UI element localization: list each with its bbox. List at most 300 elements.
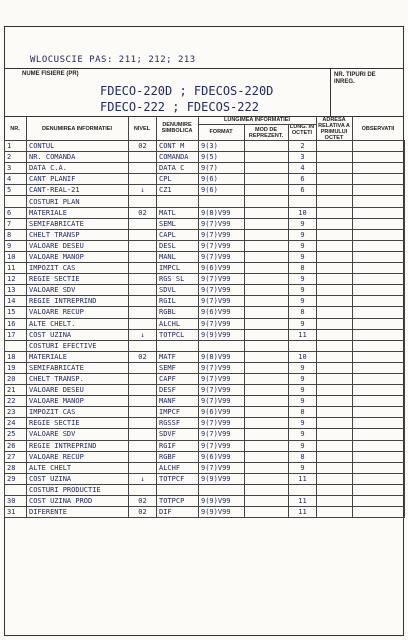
row-address: [317, 373, 353, 384]
row-mode: [245, 218, 289, 229]
row-bytes: 9: [289, 296, 317, 307]
row-address: [317, 462, 353, 473]
table-row: [5, 440, 405, 451]
row-address: [317, 318, 353, 329]
row-format: 9(9)V99: [199, 473, 245, 484]
row-mode: [245, 496, 289, 507]
row-level: [129, 429, 157, 440]
row-notes: [353, 251, 405, 262]
row-mode: [245, 473, 289, 484]
row-mode: [245, 240, 289, 251]
row-notes: [353, 496, 405, 507]
row-nr: 5: [5, 185, 27, 196]
row-level: [129, 396, 157, 407]
row-notes: [353, 484, 405, 495]
row-nr: 23: [5, 407, 27, 418]
row-level: [129, 229, 157, 240]
row-mode: [245, 451, 289, 462]
row-format: 9(7)V99: [199, 296, 245, 307]
row-mode: [245, 362, 289, 373]
row-mode: [245, 207, 289, 218]
row-nr: 11: [5, 263, 27, 274]
row-notes: [353, 229, 405, 240]
row-bytes: 3: [289, 152, 317, 163]
table-row: [5, 174, 405, 185]
row-address: [317, 385, 353, 396]
table-row: [5, 473, 405, 484]
row-bytes: 9: [289, 274, 317, 285]
row-nr: 15: [5, 307, 27, 318]
row-mode: [245, 141, 289, 152]
row-nr: 6: [5, 207, 27, 218]
row-mode: [245, 296, 289, 307]
row-mode: [245, 163, 289, 174]
row-notes: [353, 263, 405, 274]
table-row: [5, 141, 405, 152]
row-name: VALOARE RECUP: [27, 451, 129, 462]
row-symbolic: IMPCL: [157, 263, 199, 274]
table-row: [5, 340, 405, 351]
row-notes: [353, 385, 405, 396]
col-notes: OBSERVATII: [361, 126, 395, 132]
row-symbolic: CZ1: [157, 185, 199, 196]
row-format: 9(8)V99: [199, 207, 245, 218]
row-nr: 16: [5, 318, 27, 329]
row-name: DATA C.A.: [27, 163, 129, 174]
row-mode: [245, 318, 289, 329]
row-level: [129, 163, 157, 174]
row-bytes: 9: [289, 429, 317, 440]
row-level: [129, 440, 157, 451]
row-notes: [353, 418, 405, 429]
row-address: [317, 484, 353, 495]
table-row: [5, 263, 405, 274]
row-address: [317, 473, 353, 484]
row-nr: 17: [5, 329, 27, 340]
row-address: [317, 429, 353, 440]
col-format: FORMAT: [209, 129, 233, 135]
row-level: [129, 373, 157, 384]
row-mode: [245, 307, 289, 318]
col-length-group: LUNGIMEA INFORMATIEI: [224, 117, 290, 123]
row-name: REGIE INTREPRIND: [27, 296, 129, 307]
row-level: ↓: [129, 185, 157, 196]
table-row: [5, 362, 405, 373]
col-symbolic: DENUMIRE SIMBOLICA: [161, 122, 193, 134]
row-format: 9(6)V99: [199, 407, 245, 418]
row-notes: [353, 218, 405, 229]
row-level: [129, 462, 157, 473]
row-name: SEMIFABRICATE: [27, 218, 129, 229]
row-mode: [245, 418, 289, 429]
row-notes: [353, 185, 405, 196]
row-format: 9(7): [199, 163, 245, 174]
row-format: 9(7)V99: [199, 429, 245, 440]
row-name: VALOARE DESEU: [27, 385, 129, 396]
row-address: [317, 440, 353, 451]
row-bytes: 10: [289, 207, 317, 218]
row-address: [317, 307, 353, 318]
row-format: 9(7)V99: [199, 218, 245, 229]
row-mode: [245, 263, 289, 274]
row-format: 9(9)V99: [199, 329, 245, 340]
table-row: [5, 285, 405, 296]
row-format: 9(7)V99: [199, 362, 245, 373]
row-notes: [353, 174, 405, 185]
row-address: [317, 240, 353, 251]
row-notes: [353, 396, 405, 407]
row-nr: 14: [5, 296, 27, 307]
row-name: CONTUL: [27, 141, 129, 152]
row-address: [317, 451, 353, 462]
row-bytes: 10: [289, 351, 317, 362]
row-address: [317, 263, 353, 274]
row-level: [129, 285, 157, 296]
table-row: [5, 274, 405, 285]
row-mode: [245, 196, 289, 207]
row-format: 9(7)V99: [199, 229, 245, 240]
row-notes: [353, 274, 405, 285]
table-row: [5, 396, 405, 407]
row-format: 9(7)V99: [199, 418, 245, 429]
row-address: [317, 185, 353, 196]
row-level: [129, 340, 157, 351]
row-symbolic: CPL: [157, 174, 199, 185]
table-row: [5, 373, 405, 384]
section-line: WLOCUSCIE PAS: 211; 212; 213: [30, 55, 196, 65]
row-symbolic: TOTPCL: [157, 329, 199, 340]
row-symbolic: [157, 340, 199, 351]
table-row: [5, 329, 405, 340]
column-headers: [4, 116, 404, 140]
row-notes: [353, 196, 405, 207]
row-name: COSTURI EFECTIVE: [27, 340, 129, 351]
row-symbolic: DESL: [157, 240, 199, 251]
row-notes: [353, 429, 405, 440]
row-symbolic: MATF: [157, 351, 199, 362]
row-address: [317, 141, 353, 152]
row-symbolic: RGS SL: [157, 274, 199, 285]
row-level: 02: [129, 351, 157, 362]
row-level: ↓: [129, 329, 157, 340]
row-level: 02: [129, 141, 157, 152]
row-name: SEMIFABRICATE: [27, 362, 129, 373]
row-mode: [245, 340, 289, 351]
row-notes: [353, 407, 405, 418]
row-nr: 2: [5, 152, 27, 163]
row-bytes: 4: [289, 163, 317, 174]
row-nr: 18: [5, 351, 27, 362]
row-nr: 25: [5, 429, 27, 440]
row-name: CHELT TRANSP.: [27, 373, 129, 384]
row-nr: 13: [5, 285, 27, 296]
row-bytes: 9: [289, 318, 317, 329]
row-name: COST UZINA PROD: [27, 496, 129, 507]
row-mode: [245, 440, 289, 451]
table-row: [5, 196, 405, 207]
row-notes: [353, 296, 405, 307]
table-row: [5, 251, 405, 262]
row-bytes: 9: [289, 285, 317, 296]
row-symbolic: MATL: [157, 207, 199, 218]
row-notes: [353, 362, 405, 373]
row-bytes: 9: [289, 229, 317, 240]
row-address: [317, 496, 353, 507]
divider: [4, 68, 404, 69]
row-symbolic: DESF: [157, 385, 199, 396]
row-format: 9(5): [199, 152, 245, 163]
row-address: [317, 229, 353, 240]
row-nr: 31: [5, 507, 27, 518]
row-format: [199, 196, 245, 207]
row-symbolic: RGIL: [157, 296, 199, 307]
row-notes: [353, 240, 405, 251]
table-row: [5, 163, 405, 174]
row-name: CANT PLANIF: [27, 174, 129, 185]
row-nr: 22: [5, 396, 27, 407]
row-name: COSTURI PRODUCTIE: [27, 484, 129, 495]
row-notes: [353, 340, 405, 351]
row-name: REGIE INTREPRIND: [27, 440, 129, 451]
row-address: [317, 407, 353, 418]
row-mode: [245, 396, 289, 407]
row-symbolic: TOTPCP: [157, 496, 199, 507]
row-symbolic: IMPCF: [157, 407, 199, 418]
row-level: [129, 196, 157, 207]
row-format: 9(3): [199, 141, 245, 152]
row-symbolic: RGBF: [157, 451, 199, 462]
row-mode: [245, 274, 289, 285]
table-row: [5, 185, 405, 196]
table-row: [5, 207, 405, 218]
col-nr: NR.: [10, 126, 20, 132]
row-symbolic: [157, 484, 199, 495]
row-symbolic: MANL: [157, 251, 199, 262]
row-mode: [245, 329, 289, 340]
table-row: [5, 496, 405, 507]
row-mode: [245, 507, 289, 518]
row-name: NR. COMANDA: [27, 152, 129, 163]
row-symbolic: DATA C: [157, 163, 199, 174]
row-mode: [245, 407, 289, 418]
row-bytes: 9: [289, 251, 317, 262]
row-address: [317, 340, 353, 351]
row-format: 9(7)V99: [199, 251, 245, 262]
row-nr: 29: [5, 473, 27, 484]
row-symbolic: CONT M: [157, 141, 199, 152]
row-format: 9(7)V99: [199, 274, 245, 285]
row-level: [129, 174, 157, 185]
row-level: [129, 274, 157, 285]
table-row: [5, 462, 405, 473]
row-bytes: 9: [289, 440, 317, 451]
row-nr: 30: [5, 496, 27, 507]
row-nr: 28: [5, 462, 27, 473]
row-format: 9(7)V99: [199, 285, 245, 296]
row-name: COST UZINA: [27, 473, 129, 484]
row-nr: 26: [5, 440, 27, 451]
row-name: DIFERENTE: [27, 507, 129, 518]
row-nr: 10: [5, 251, 27, 262]
row-level: [129, 385, 157, 396]
row-mode: [245, 152, 289, 163]
col-name: DENUMIREA INFORMATIEI: [42, 126, 112, 132]
row-symbolic: ALCHL: [157, 318, 199, 329]
row-level: [129, 318, 157, 329]
row-name: CANT-REAL-21: [27, 185, 129, 196]
row-format: [199, 340, 245, 351]
fields-table: [4, 140, 405, 518]
row-mode: [245, 229, 289, 240]
row-notes: [353, 373, 405, 384]
row-bytes: [289, 484, 317, 495]
row-format: 9(7)V99: [199, 385, 245, 396]
row-address: [317, 174, 353, 185]
row-format: 9(6): [199, 174, 245, 185]
table-row: [5, 429, 405, 440]
row-address: [317, 362, 353, 373]
row-mode: [245, 385, 289, 396]
row-address: [317, 163, 353, 174]
row-bytes: 8: [289, 307, 317, 318]
row-address: [317, 329, 353, 340]
row-level: ↓: [129, 473, 157, 484]
row-nr: 4: [5, 174, 27, 185]
table-row: [5, 218, 405, 229]
row-nr: 7: [5, 218, 27, 229]
row-nr: [5, 196, 27, 207]
row-name: VALOARE DESEU: [27, 240, 129, 251]
divider: [330, 68, 331, 116]
row-bytes: 9: [289, 240, 317, 251]
row-name: VALOARE MANOP: [27, 251, 129, 262]
row-notes: [353, 285, 405, 296]
row-bytes: 11: [289, 496, 317, 507]
row-nr: 8: [5, 229, 27, 240]
row-notes: [353, 507, 405, 518]
row-symbolic: CAPL: [157, 229, 199, 240]
row-bytes: 6: [289, 185, 317, 196]
row-notes: [353, 163, 405, 174]
row-format: 9(7)V99: [199, 396, 245, 407]
row-nr: 27: [5, 451, 27, 462]
row-notes: [353, 152, 405, 163]
row-bytes: 9: [289, 373, 317, 384]
row-format: 9(6)V99: [199, 307, 245, 318]
table-row: [5, 407, 405, 418]
row-format: 9(7)V99: [199, 318, 245, 329]
row-notes: [353, 462, 405, 473]
row-level: [129, 240, 157, 251]
row-bytes: 9: [289, 218, 317, 229]
row-format: 9(7)V99: [199, 373, 245, 384]
row-format: 9(9)V99: [199, 507, 245, 518]
row-symbolic: CAPF: [157, 373, 199, 384]
row-format: 9(9)V99: [199, 496, 245, 507]
row-level: [129, 418, 157, 429]
row-symbolic: ALCHF: [157, 462, 199, 473]
row-bytes: 2: [289, 141, 317, 152]
record-types-label: NR. TIPURI DE INREG.: [334, 72, 376, 85]
table-row: [5, 318, 405, 329]
row-name: MATERIALE: [27, 207, 129, 218]
row-name: IMPOZIT CAS: [27, 407, 129, 418]
row-level: [129, 251, 157, 262]
row-address: [317, 396, 353, 407]
row-format: 9(7)V99: [199, 462, 245, 473]
row-mode: [245, 484, 289, 495]
row-name: VALOARE SDV: [27, 285, 129, 296]
row-nr: 19: [5, 362, 27, 373]
row-level: [129, 296, 157, 307]
row-symbolic: SEML: [157, 218, 199, 229]
row-level: 02: [129, 507, 157, 518]
row-bytes: 9: [289, 462, 317, 473]
row-symbolic: TOTPCF: [157, 473, 199, 484]
row-notes: [353, 307, 405, 318]
table-row: [5, 484, 405, 495]
files-line-2: FDECO-222 ; FDECOS-222: [100, 100, 259, 114]
row-address: [317, 251, 353, 262]
row-level: [129, 407, 157, 418]
row-notes: [353, 318, 405, 329]
row-symbolic: RGIF: [157, 440, 199, 451]
row-format: 9(6)V99: [199, 451, 245, 462]
row-notes: [353, 473, 405, 484]
row-address: [317, 218, 353, 229]
row-format: 9(6): [199, 185, 245, 196]
row-level: 02: [129, 496, 157, 507]
row-format: 9(8)V99: [199, 351, 245, 362]
row-mode: [245, 429, 289, 440]
row-address: [317, 507, 353, 518]
row-name: VALOARE MANOP: [27, 396, 129, 407]
row-bytes: 8: [289, 451, 317, 462]
row-level: [129, 451, 157, 462]
row-nr: [5, 340, 27, 351]
row-level: [129, 307, 157, 318]
row-nr: 21: [5, 385, 27, 396]
row-symbolic: SDVL: [157, 285, 199, 296]
row-mode: [245, 373, 289, 384]
row-level: [129, 362, 157, 373]
row-format: 9(7)V99: [199, 440, 245, 451]
row-notes: [353, 329, 405, 340]
files-label: NUME FISIERE (PR): [22, 71, 79, 77]
table-row: [5, 240, 405, 251]
row-name: IMPOZIT CAS: [27, 263, 129, 274]
row-symbolic: DIF: [157, 507, 199, 518]
row-symbolic: [157, 196, 199, 207]
row-mode: [245, 185, 289, 196]
row-mode: [245, 174, 289, 185]
row-nr: 9: [5, 240, 27, 251]
row-name: REGIE SECTIE: [27, 418, 129, 429]
row-bytes: 11: [289, 507, 317, 518]
row-level: [129, 484, 157, 495]
row-nr: 24: [5, 418, 27, 429]
table-row: [5, 152, 405, 163]
row-address: [317, 196, 353, 207]
row-address: [317, 152, 353, 163]
row-address: [317, 274, 353, 285]
row-bytes: 11: [289, 329, 317, 340]
row-symbolic: SDVF: [157, 429, 199, 440]
row-address: [317, 207, 353, 218]
row-name: ALTE CHELT.: [27, 318, 129, 329]
row-level: 02: [129, 207, 157, 218]
row-bytes: 6: [289, 174, 317, 185]
